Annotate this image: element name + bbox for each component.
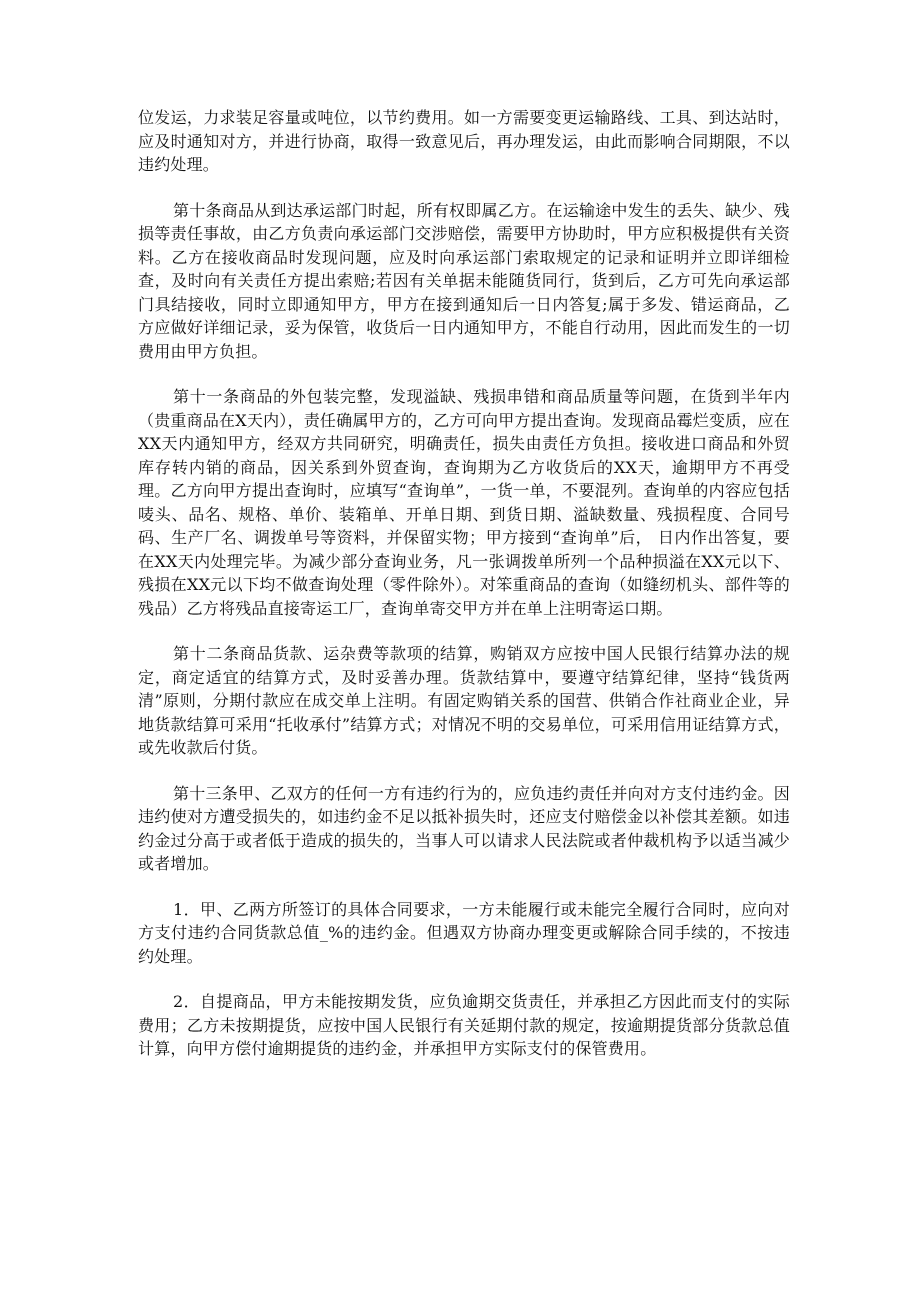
- paragraph-gap: [138, 876, 790, 898]
- paragraph-gap: [138, 363, 790, 385]
- paragraph-article-12: 第十二条商品货款、运杂费等款项的结算，购销双方应按中国人民银行结算办法的规定，商定适宜的结算方式，及时妥善办理。货款结算中，要遵守结算纪律，坚持“钱货两清”原则，分期付款应在成交单上注明。有固定购销关系的国营、供销合作社商业企业，异地货款结算可采用“托收承付”结算方式；对情况不明的交易单位，可采用信用证结算方式，或先收款后付货。: [138, 644, 790, 757]
- paragraph-article-11: 第十一条商品的外包装完整，发现溢缺、残损串错和商品质量等问题，在货到半年内（贵重商品在X天内），责任确属甲方的，乙方可向甲方提出查询。发现商品霉烂变质，应在XX天内通知甲方，经双方共同研究，明确责任，损失由责任方负担。接收进口商品和外贸库存转内销的商品，因关系到外贸查询，查询期为乙方收货后的XX天，逾期甲方不再受理。乙方向甲方提出查询时，应填写“查询单”，一货一单，不要混列。查询单的内容应包括唛头、品名、规格、单价、装箱单、开单日期、到货日期、溢缺数量、残损程度、合同号码、生产厂名、调拨单号等资料，并保留实物；甲方接到“查询单”后， 日内作出答复，要在XX天内处理完毕。为减少部分查询业务，凡一张调拨单所列一个品种损溢在XX元以下、残损在XX元以下均不做查询处理（零件除外）。对笨重商品的查询（如缝纫机头、部件等的残品）乙方将残品直接寄运工厂，查询单寄交甲方并在单上注明寄运口期。: [138, 387, 790, 618]
- paragraph-gap: [138, 620, 790, 642]
- paragraph-clause-1: 1．甲、乙两方所签订的具体合同要求，一方未能履行或未能完全履行合同时，应向对方支付违约合同货款总值_%的违约金。但遇双方协商办理变更或解除合同手续的，不按违约处理。: [138, 899, 790, 966]
- paragraph-article-10: 第十条商品从到达承运部门时起，所有权即属乙方。在运输途中发生的丢失、缺少、残损等责任事故，由乙方负责向承运部门交涉赔偿，需要甲方协助时，甲方应积极提供有关资料。乙方在接收商品时发现问题，应及时向承运部门索取规定的记录和证明并立即详细检查，及时向有关责任方提出索赔;若因有关单据未能随货同行，货到后，乙方可先向承运部门具结接收，同时立即通知甲方，甲方在接到通知后一日内答复;属于多发、错运商品，乙方应做好详细记录，妥为保管，收货后一日内通知甲方，不能自行动用，因此而发生的一切费用由甲方负担。: [138, 200, 790, 361]
- paragraph-article-13: 第十三条甲、乙双方的任何一方有违约行为的，应负违约责任并向对方支付违约金。因违约使对方遭受损失的，如违约金不足以抵补损失时，还应支付赔偿金以补偿其差额。如违约金过分高于或者低于造成的损失的，当事人可以请求人民法院或者仲裁机构予以适当减少或者增加。: [138, 783, 790, 873]
- paragraph-clause-2: 2．自提商品，甲方未能按期发货，应负逾期交货责任，并承担乙方因此而支付的实际费用；乙方未按期提货，应按中国人民银行有关延期付款的规定，按逾期提货部分货款总值计算，向甲方偿付逾期提货的违约金，并承担甲方实际支付的保管费用。: [138, 992, 790, 1058]
- paragraph-gap: [138, 177, 790, 199]
- document-body: [138, 106, 790, 1061]
- paragraph-gap: [138, 760, 790, 782]
- paragraph-transport-continuation: 位发运，力求装足容量或吨位，以节约费用。如一方需要变更运输路线、工具、到达站时，应及时通知对方，并进行协商，取得一致意见后，再办理发运，由此而影响合同期限，不以违约处理。: [138, 108, 790, 174]
- paragraph-gap: [138, 968, 790, 990]
